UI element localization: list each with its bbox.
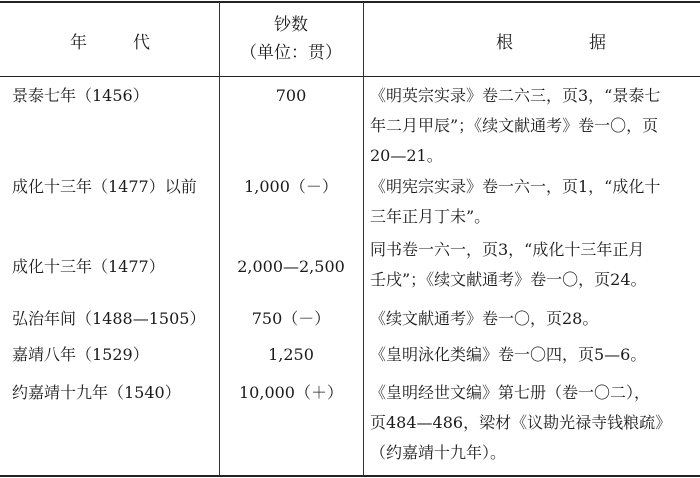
row-5-amount: 1,250 bbox=[268, 345, 314, 364]
row-4-era: 弘治年间（1488—1505） bbox=[12, 309, 206, 328]
row-3-source-line: 壬戌”；《续文献通考》卷一〇，页24。 bbox=[370, 270, 647, 289]
header-amount-title: 钞数 bbox=[274, 15, 308, 35]
header-era-char-2: 代 bbox=[133, 33, 150, 53]
row-2-source-line: 三年正月丁未”。 bbox=[370, 207, 491, 226]
row-2-source-line: 《明宪宗实录》卷一六一，页1，“成化十 bbox=[370, 177, 661, 196]
header-source-char-1: 根 bbox=[496, 33, 513, 53]
row-3-source-line: 同书卷一六一，页3，“成化十三年正月 bbox=[370, 240, 645, 259]
column-divider-2 bbox=[363, 2, 364, 476]
row-1-amount: 700 bbox=[275, 86, 307, 105]
row-2-amount: 1,000（－） bbox=[244, 177, 338, 196]
header-era bbox=[70, 28, 150, 53]
row-6-source-line: （约嘉靖十九年）。 bbox=[370, 443, 507, 462]
header-amount bbox=[219, 11, 363, 67]
table-top-rule bbox=[0, 1, 700, 3]
row-1-source-line: 20—21。 bbox=[370, 146, 443, 165]
row-1-era: 景泰七年（1456） bbox=[12, 86, 149, 105]
header-amount-unit: （单位：贯） bbox=[240, 43, 342, 63]
row-3-amount: 2,000—2,500 bbox=[237, 257, 345, 276]
row-5-source-line: 《皇明泳化类编》卷一〇四，页5—6。 bbox=[370, 345, 647, 364]
table-bottom-rule bbox=[0, 475, 700, 477]
row-6-source-line: 页484—486，梁材《议勘光禄寺钱粮疏》 bbox=[370, 413, 672, 432]
row-3-source bbox=[370, 235, 696, 295]
row-5-source bbox=[370, 340, 696, 370]
row-6-era: 约嘉靖十九年（1540） bbox=[12, 383, 181, 402]
table-header-rule bbox=[0, 76, 700, 77]
row-6-amount: 10,000（＋） bbox=[239, 383, 343, 402]
row-2-source bbox=[370, 172, 696, 232]
header-source-char-2: 据 bbox=[589, 33, 606, 53]
row-4-source bbox=[370, 304, 696, 334]
row-2-era: 成化十三年（1477）以前 bbox=[12, 177, 197, 196]
row-6-source bbox=[370, 378, 696, 468]
row-4-source-line: 《续文献通考》卷一〇，页28。 bbox=[370, 309, 599, 328]
row-4-amount: 750（－） bbox=[251, 309, 331, 328]
row-5-era: 嘉靖八年（1529） bbox=[12, 345, 149, 364]
row-1-source-line: 年二月甲辰”；《续文献通考》卷一〇，页 bbox=[370, 116, 659, 135]
header-source bbox=[496, 28, 606, 53]
header-era-char-1: 年 bbox=[70, 33, 87, 53]
row-1-source bbox=[370, 81, 696, 171]
row-6-source-line: 《皇明经世文编》第七册（卷一〇二）， bbox=[370, 383, 651, 402]
row-1-source-line: 《明英宗实录》卷二六三，页3，“景泰七 bbox=[370, 86, 661, 105]
row-3-era: 成化十三年（1477） bbox=[12, 257, 165, 276]
